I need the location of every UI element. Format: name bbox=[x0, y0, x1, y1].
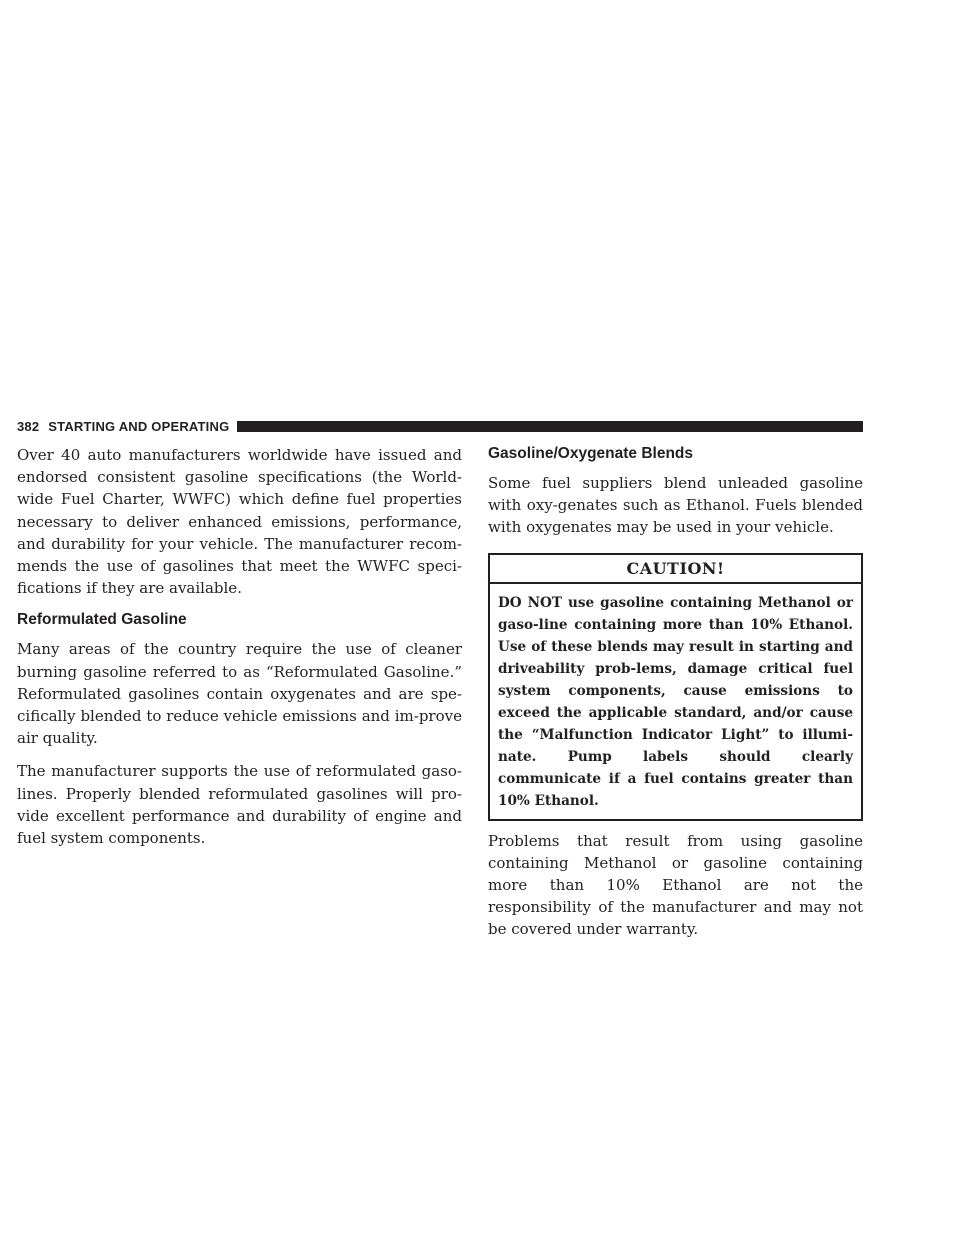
closing-paragraph: Problems that result from using gasoline containing Methanol or gasoline containing more than 10% Ethanol are not the responsibility of the manufacturer and may not be covered under warranty. bbox=[488, 831, 863, 939]
intro-paragraph: Over 40 auto manufacturers worldwide have issued and endorsed consistent gasoline specifications (the World-wide Fuel Charter, WWFC) which define fuel properties necessary to deliver enhanced emissions, performance, and durability for your vehicle. The manufacturer recom-mends the use of gasolines that meet the WWFC speci-fications if they are available. bbox=[17, 446, 462, 598]
page-number: 382 bbox=[17, 418, 40, 434]
reformulated-paragraph-2: The manufacturer supports the use of reformulated gaso-lines. Properly blended reformulated gasolines will pro-vide excellent performance and durability of engine and fuel system components. bbox=[17, 762, 462, 848]
section-title: STARTING AND OPERATING bbox=[48, 418, 230, 434]
right-column bbox=[488, 444, 863, 952]
caution-text: DO NOT use gasoline containing Methanol or gaso-line containing more than 10% Ethanol. Use of these blends may result in starting and driveability prob-lems, damage critical fuel system components, cause emissions to exceed the applicable standard, and/or cause the “Malfunction Indicator Light” to illumi-nate. Pump labels should clearly communicate if a fuel contains greater than 10% Ethanol. bbox=[498, 594, 853, 810]
reformulated-gasoline-heading: Reformulated Gasoline bbox=[17, 611, 187, 629]
header-rule bbox=[237, 421, 863, 432]
oxygenate-paragraph: Some fuel suppliers blend unleaded gasoline with oxy-genates such as Ethanol. Fuels blended with oxygenates may be used in your vehicle. bbox=[488, 474, 863, 537]
caution-title: CAUTION! bbox=[490, 555, 861, 584]
left-column bbox=[17, 444, 462, 860]
oxygenate-blends-heading: Gasoline/Oxygenate Blends bbox=[488, 445, 694, 462]
caution-box bbox=[488, 553, 863, 821]
page-header bbox=[17, 418, 863, 434]
reformulated-paragraph-1: Many areas of the country require the use of cleaner burning gasoline referred to as “Reformulated Gasoline.” Reformulated gasolines contain oxygenates and are spe-cifically blended to reduce vehicle emissions and im-prove air quality. bbox=[17, 640, 462, 748]
